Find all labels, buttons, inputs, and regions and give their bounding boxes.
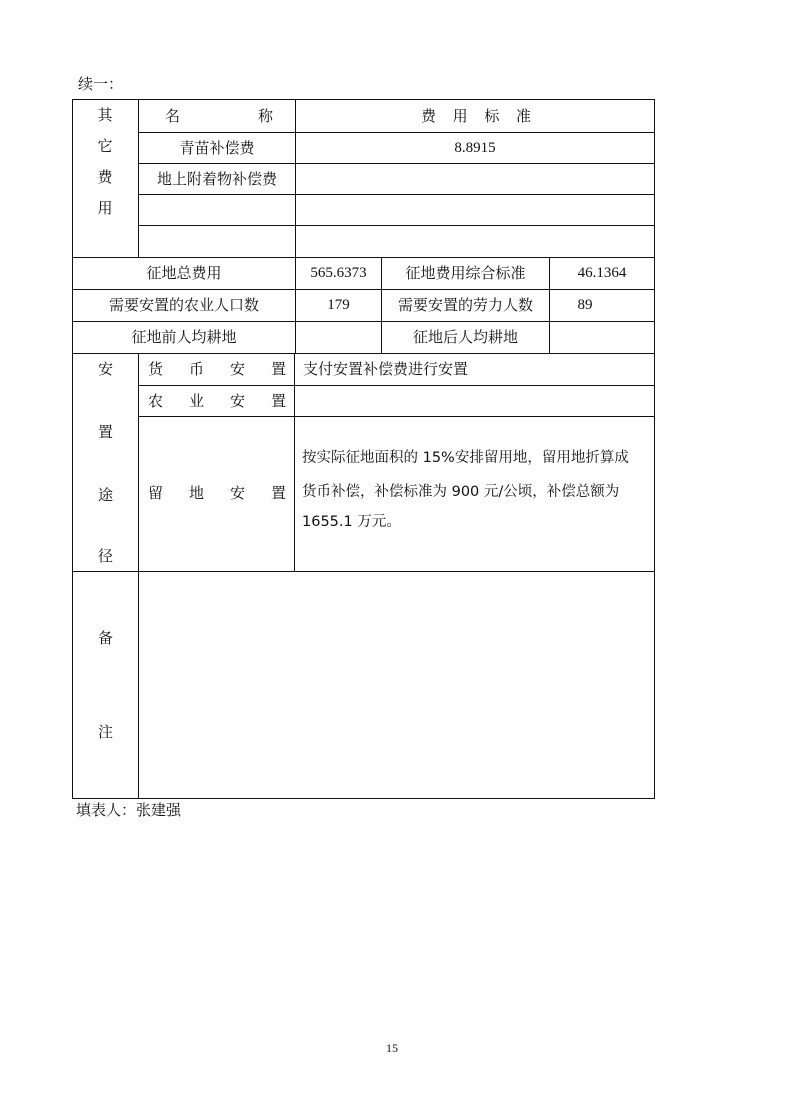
- agri-population-value: 179: [327, 297, 350, 313]
- composite-standard-label: 征地费用综合标准: [405, 264, 526, 282]
- resettlement-section-char: 途: [98, 486, 114, 504]
- currency-resettlement-value: 支付安置补偿费进行安置: [303, 360, 469, 378]
- per-capita-after-label: 征地后人均耕地: [412, 328, 518, 346]
- currency-resettlement-label: 货 币 安 置: [148, 360, 286, 378]
- page-number: 15: [386, 1041, 398, 1055]
- fee-name-cell: [139, 195, 295, 225]
- per-capita-after-value: [550, 322, 654, 353]
- per-capita-before-label: 征地前人均耕地: [131, 328, 237, 346]
- labor-count-label: 需要安置的劳力人数: [397, 296, 533, 314]
- remarks-section-char: 注: [98, 723, 114, 741]
- agriculture-resettlement-label: 农 业 安 置: [148, 391, 286, 410]
- form-filler-label: 填表人：张建强: [76, 801, 182, 819]
- name-column-header: 名 称: [165, 106, 273, 125]
- reserved-land-description-line: 货币补偿，补偿标准为 900 元/公顷，补偿总额为: [302, 484, 620, 500]
- fee-standard-cell: [296, 195, 654, 225]
- fee-name-cell: 地上附着物补偿费: [156, 169, 277, 188]
- reserved-land-description-line: 1655.1 万元。: [302, 514, 401, 530]
- fee-standard-cell: [296, 164, 654, 194]
- fee-standard-cell: [296, 226, 654, 257]
- per-capita-before-value: [296, 322, 381, 353]
- resettlement-section-char: 安: [98, 360, 114, 378]
- labor-count-value: 89: [577, 297, 593, 313]
- resettlement-section-char: 置: [98, 423, 114, 441]
- agri-population-label: 需要安置的农业人口数: [108, 296, 259, 314]
- remarks-section-char: 备: [98, 629, 114, 647]
- total-fee-value: 565.6373: [310, 265, 367, 281]
- composite-standard-value: 46.1364: [577, 265, 627, 281]
- fee-name-cell: 青苗补偿费: [179, 138, 255, 157]
- continuation-label: 续一：: [78, 75, 124, 93]
- total-fee-label: 征地总费用: [146, 264, 222, 282]
- other-fees-section-label: 其 它 费 用: [97, 106, 113, 217]
- fee-standard-cell: 8.8915: [454, 139, 496, 156]
- standard-column-header: 费 用 标 准: [421, 106, 531, 125]
- reserved-land-description-line: 按实际征地面积的 15%安排留用地，留用地折算成: [302, 450, 629, 466]
- fee-name-cell: [139, 226, 295, 257]
- reserved-land-resettlement-label: 留 地 安 置: [148, 483, 286, 502]
- resettlement-section-char: 径: [98, 547, 114, 565]
